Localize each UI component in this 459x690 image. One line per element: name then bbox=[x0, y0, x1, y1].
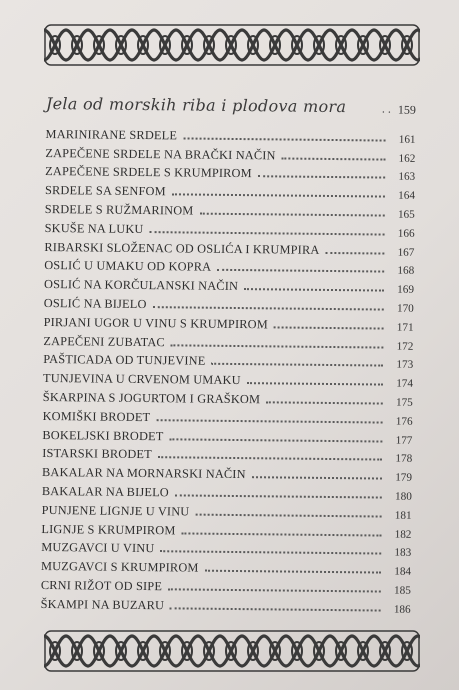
dot-leader bbox=[211, 363, 383, 367]
toc-entry-page-number: 179 bbox=[395, 471, 413, 484]
toc-entry-title: ZAPEČENE SRDELE NA BRAČKI NAČIN bbox=[45, 145, 276, 163]
toc-entry-page-number: 182 bbox=[394, 528, 412, 541]
toc-entry-title: ZAPEČENI ZUBATAC bbox=[43, 333, 165, 349]
top-ornamental-border bbox=[44, 22, 420, 68]
dot-leader bbox=[252, 476, 382, 479]
toc-entry-page-number: 184 bbox=[394, 565, 412, 578]
dot-leader bbox=[325, 252, 384, 255]
toc-entry-title: KOMIŠKI BRODET bbox=[42, 408, 151, 424]
toc-entry bbox=[41, 593, 411, 616]
toc-entry-title: MUZGAVCI S KRUMPIROM bbox=[41, 559, 199, 575]
dot-leader bbox=[266, 401, 383, 404]
dot-leader bbox=[158, 457, 382, 461]
toc-entry-page-number: 168 bbox=[397, 265, 415, 278]
toc-entry-title: SKUŠE NA LUKU bbox=[44, 220, 144, 236]
dot-leader bbox=[274, 326, 384, 329]
dot-leader bbox=[168, 588, 381, 592]
toc-entry-page-number: 180 bbox=[394, 490, 412, 503]
dot-leader bbox=[171, 344, 384, 348]
toc-entry-title: OSLIĆ NA KORČULANSKI NAČIN bbox=[43, 277, 239, 294]
toc-entry-title: MARINIRANE SRDELE bbox=[45, 126, 178, 143]
toc-entry-page-number: 181 bbox=[394, 509, 412, 522]
dot-leader bbox=[217, 269, 384, 273]
toc-entry-page-number: 165 bbox=[397, 208, 415, 221]
toc-entry-title: SRDELE S RUŽMARINOM bbox=[44, 201, 194, 218]
toc-entry-title: ŠKAMPI NA BUZARU bbox=[40, 596, 165, 612]
toc-entry-title: ŠKARPINA S JOGURTOM I GRAŠKOM bbox=[42, 389, 261, 407]
toc-entry-title: ISTARSKI BRODET bbox=[42, 446, 152, 462]
toc-entry-page-number: 170 bbox=[396, 302, 414, 315]
toc-entry-title: TUNJEVINA U CRVENOM UMAKU bbox=[42, 371, 241, 388]
dot-leader bbox=[195, 513, 381, 517]
toc-entry-page-number: 177 bbox=[395, 434, 413, 447]
section-title: Jela od morskih riba i plodova mora bbox=[45, 94, 347, 117]
dot-leader bbox=[205, 570, 381, 574]
toc-entry-page-number: 163 bbox=[398, 171, 416, 184]
toc-entry-title: PUNJENE LIGNJE U VINU bbox=[41, 502, 190, 519]
toc-entry-title: CRNI RIŽOT OD SIPE bbox=[40, 577, 163, 594]
dot-leader bbox=[169, 438, 382, 442]
toc-entry-page-number: 161 bbox=[398, 133, 416, 146]
dot-leader bbox=[172, 194, 385, 198]
toc-entry-title: PIRJANI UGOR U VINU S KRUMPIROM bbox=[43, 314, 268, 332]
dot-leader bbox=[182, 532, 382, 536]
toc-entry-title: RIBARSKI SLOŽENAC OD OSLIĆA I KRUMPIRA bbox=[44, 239, 320, 257]
toc-entry-page-number: 178 bbox=[395, 453, 413, 466]
toc-entry-title: LIGNJE S KRUMPIROM bbox=[41, 521, 176, 537]
toc-entry-page-number: 171 bbox=[396, 321, 414, 334]
toc-entry-title: PAŠTICADA OD TUNJEVINE bbox=[43, 352, 206, 369]
toc-entry-page-number: 169 bbox=[397, 283, 415, 297]
toc-entry-title: MUZGAVCI U VINU bbox=[41, 540, 155, 556]
toc-entry-page-number: 162 bbox=[398, 152, 416, 165]
dot-leader bbox=[247, 382, 383, 385]
dot-leader bbox=[282, 157, 386, 160]
dot-leader bbox=[199, 213, 384, 217]
section-page-number: 159 bbox=[397, 102, 416, 117]
toc-entry-page-number: 175 bbox=[395, 396, 413, 409]
dot-leader bbox=[150, 231, 385, 235]
dot-leader bbox=[175, 494, 382, 498]
toc-entry-title: BAKALAR NA MORNARSKI NAČIN bbox=[41, 465, 246, 482]
toc-entry-page-number: 173 bbox=[396, 359, 414, 372]
bottom-ornamental-border bbox=[44, 628, 420, 674]
dot-leader bbox=[160, 551, 381, 555]
toc-entry-title: SRDELE SA SENFOM bbox=[44, 183, 166, 199]
section-heading bbox=[46, 96, 416, 122]
toc-entry-page-number: 174 bbox=[396, 377, 414, 391]
table-of-contents bbox=[41, 96, 416, 616]
toc-entry-page-number: 166 bbox=[397, 227, 415, 240]
dot-leader bbox=[156, 419, 382, 423]
section-leader: . . bbox=[381, 101, 391, 116]
toc-entry-title: BOKELJSKI BRODET bbox=[42, 427, 164, 443]
toc-entry-title: OSLIĆ U UMAKU OD KOPRA bbox=[44, 258, 212, 275]
toc-entry-page-number: 185 bbox=[393, 584, 411, 597]
dot-leader bbox=[183, 137, 386, 141]
dot-leader bbox=[244, 288, 384, 291]
dot-leader bbox=[258, 176, 385, 179]
dot-leader bbox=[170, 607, 381, 611]
toc-entry-title: BAKALAR NA BIJELO bbox=[41, 483, 169, 500]
dot-leader bbox=[153, 306, 384, 310]
toc-entry-page-number: 183 bbox=[394, 547, 412, 560]
toc-entry-list bbox=[41, 123, 416, 616]
toc-entry-title: OSLIĆ NA BIJELO bbox=[43, 295, 147, 312]
toc-entry-page-number: 164 bbox=[398, 189, 416, 203]
toc-entry-page-number: 186 bbox=[393, 603, 411, 616]
toc-entry-page-number: 167 bbox=[397, 246, 415, 259]
toc-entry-title: ZAPEČENE SRDELE S KRUMPIROM bbox=[45, 164, 252, 181]
toc-entry-page-number: 172 bbox=[396, 340, 414, 353]
toc-entry-page-number: 176 bbox=[395, 415, 413, 428]
